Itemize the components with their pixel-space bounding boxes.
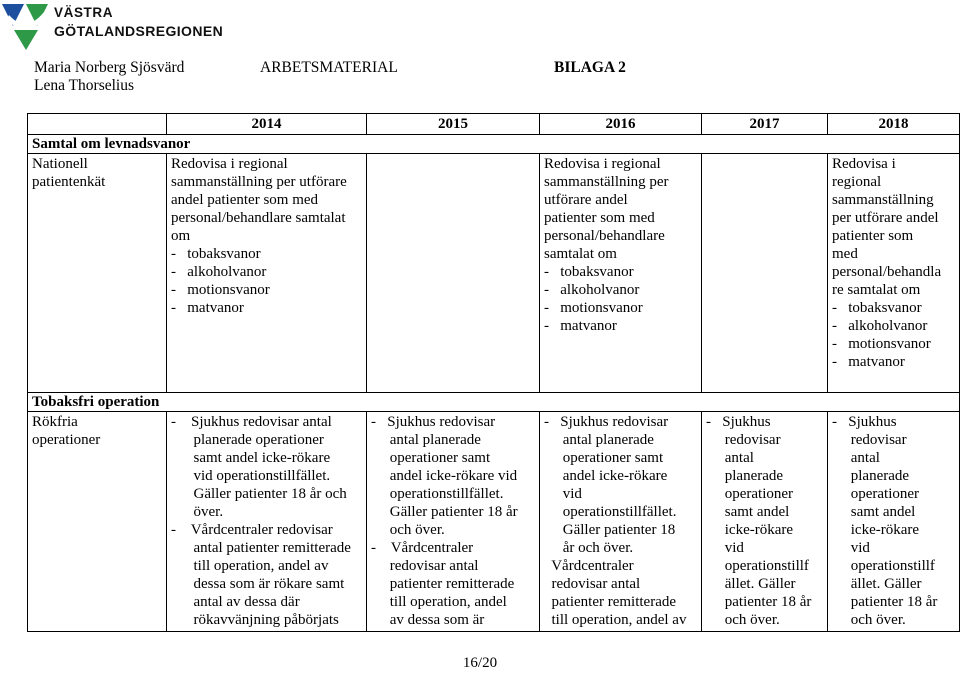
author-name-1: Maria Norberg Sjösvärd <box>34 59 185 76</box>
cell-2018: - Sjukhus redovisar antal planerade operationer samt andel icke-rökare vid operationstillf ället. Gäller patienter 18 år och över. <box>828 412 960 632</box>
year-header-2014: 2014 <box>167 114 367 135</box>
cell-2016: Redovisa i regional sammanställning per utförare andel patienter som med personal/behandlare samtalat om - tobaksvanor - alkoholvanor - motionsvanor - matvanor <box>540 154 702 393</box>
page-number: 16/20 <box>462 655 498 671</box>
row-label-rokfria: Rökfria operationer <box>28 412 167 632</box>
vgr-logo-mark-icon <box>0 0 52 52</box>
cell-2014: - Sjukhus redovisar antal planerade operationer samt andel icke-rökare vid operationstillfället. Gäller patienter 18 år och över. - Vårdcentraler redovisar antal patienter remitterade till operation, andel av dessa som är rökare samt antal av dessa där rökavvänjning påbörjats <box>167 412 367 632</box>
section-title-tobaksfri: Tobaksfri operation <box>28 393 960 412</box>
appendix-label: BILAGA 2 <box>554 59 626 76</box>
year-header-2015: 2015 <box>367 114 540 135</box>
indicator-table <box>27 113 960 632</box>
logo-text-line2: GÖTALANDSREGIONEN <box>54 23 224 39</box>
cell-2017 <box>702 154 828 393</box>
vgr-logo <box>0 0 240 52</box>
author-name-2: Lena Thorselius <box>34 77 135 94</box>
cell-2018: Redovisa i regional sammanställning per utförare andel patienter som med personal/behandla re samtalat om - tobaksvanor - alkoholvanor - motionsvanor - matvanor <box>828 154 960 393</box>
logo-text-line1: VÄSTRA <box>54 5 114 20</box>
cell-2014: Redovisa i regional sammanställning per utförare andel patienter som med personal/behandlare samtalat om - tobaksvanor - alkoholvanor - motionsvanor - matvanor <box>167 154 367 393</box>
years-header-empty <box>28 114 167 135</box>
year-header-2016: 2016 <box>540 114 702 135</box>
section-heading-row <box>28 393 960 412</box>
cell-2017: - Sjukhus redovisar antal planerade operationer samt andel icke-rökare vid operationstillf ället. Gäller patienter 18 år och över. <box>702 412 828 632</box>
cell-2015 <box>367 154 540 393</box>
table-row <box>28 154 960 393</box>
material-label: ARBETSMATERIAL <box>260 59 398 76</box>
year-header-2018: 2018 <box>828 114 960 135</box>
section-title-levnadsvanor: Samtal om levnadsvanor <box>28 135 960 154</box>
section-heading-row <box>28 135 960 154</box>
years-header-row <box>28 114 960 135</box>
table-row <box>28 412 960 632</box>
year-header-2017: 2017 <box>702 114 828 135</box>
cell-2016: - Sjukhus redovisar antal planerade operationer samt andel icke-rökare vid operationstillfället. Gäller patienter 18 år och över. Vårdcentraler redovisar antal patienter remitterade till operation, andel av <box>540 412 702 632</box>
cell-2015: - Sjukhus redovisar antal planerade operationer samt andel icke-rökare vid operationstillfället. Gäller patienter 18 år och över. - Vårdcentraler redovisar antal patienter remitterade till operation, andel av dessa som är <box>367 412 540 632</box>
row-label-patientenkat: Nationell patientenkät <box>28 154 167 393</box>
